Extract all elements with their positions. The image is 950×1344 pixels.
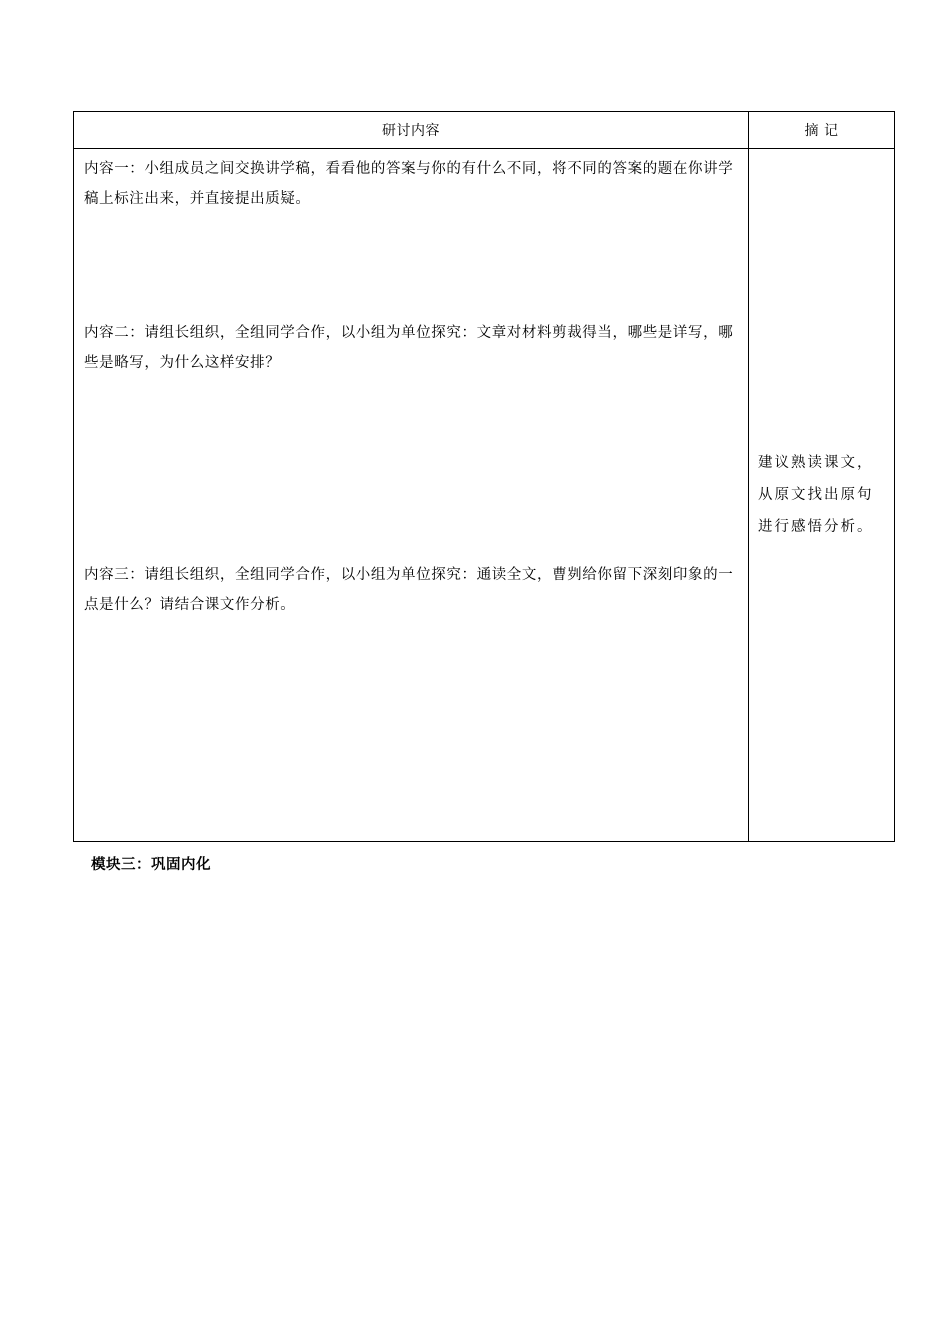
module-heading: 模块三：巩固内化: [91, 857, 211, 873]
discussion-item-2: 内容二：请组长组织，全组同学合作，以小组为单位探究：文章对材料剪裁得当，哪些是详写，哪些是略写，为什么这样安排？: [84, 325, 734, 371]
notes-cell: [749, 149, 895, 842]
notes-text: 建议熟读课文，从原文找出原句进行感悟分析。: [758, 455, 874, 535]
discussion-item-3: 内容三：请组长组织，全组同学合作，以小组为单位探究：通读全文，曹刿给你留下深刻印象的一点是什么？请结合课文作分析。: [84, 567, 734, 613]
table-header-row: [74, 112, 895, 149]
discussion-item-1: 内容一：小组成员之间交换讲学稿，看看他的答案与你的有什么不同，将不同的答案的题在你讲学稿上标注出来，并直接提出质疑。: [84, 161, 734, 207]
discussion-table: [73, 111, 895, 842]
table-body-row: [74, 149, 895, 842]
discussion-content-cell: [74, 149, 749, 842]
notes-column-header: 摘 记: [749, 112, 895, 149]
content-column-header: 研讨内容: [74, 112, 749, 149]
